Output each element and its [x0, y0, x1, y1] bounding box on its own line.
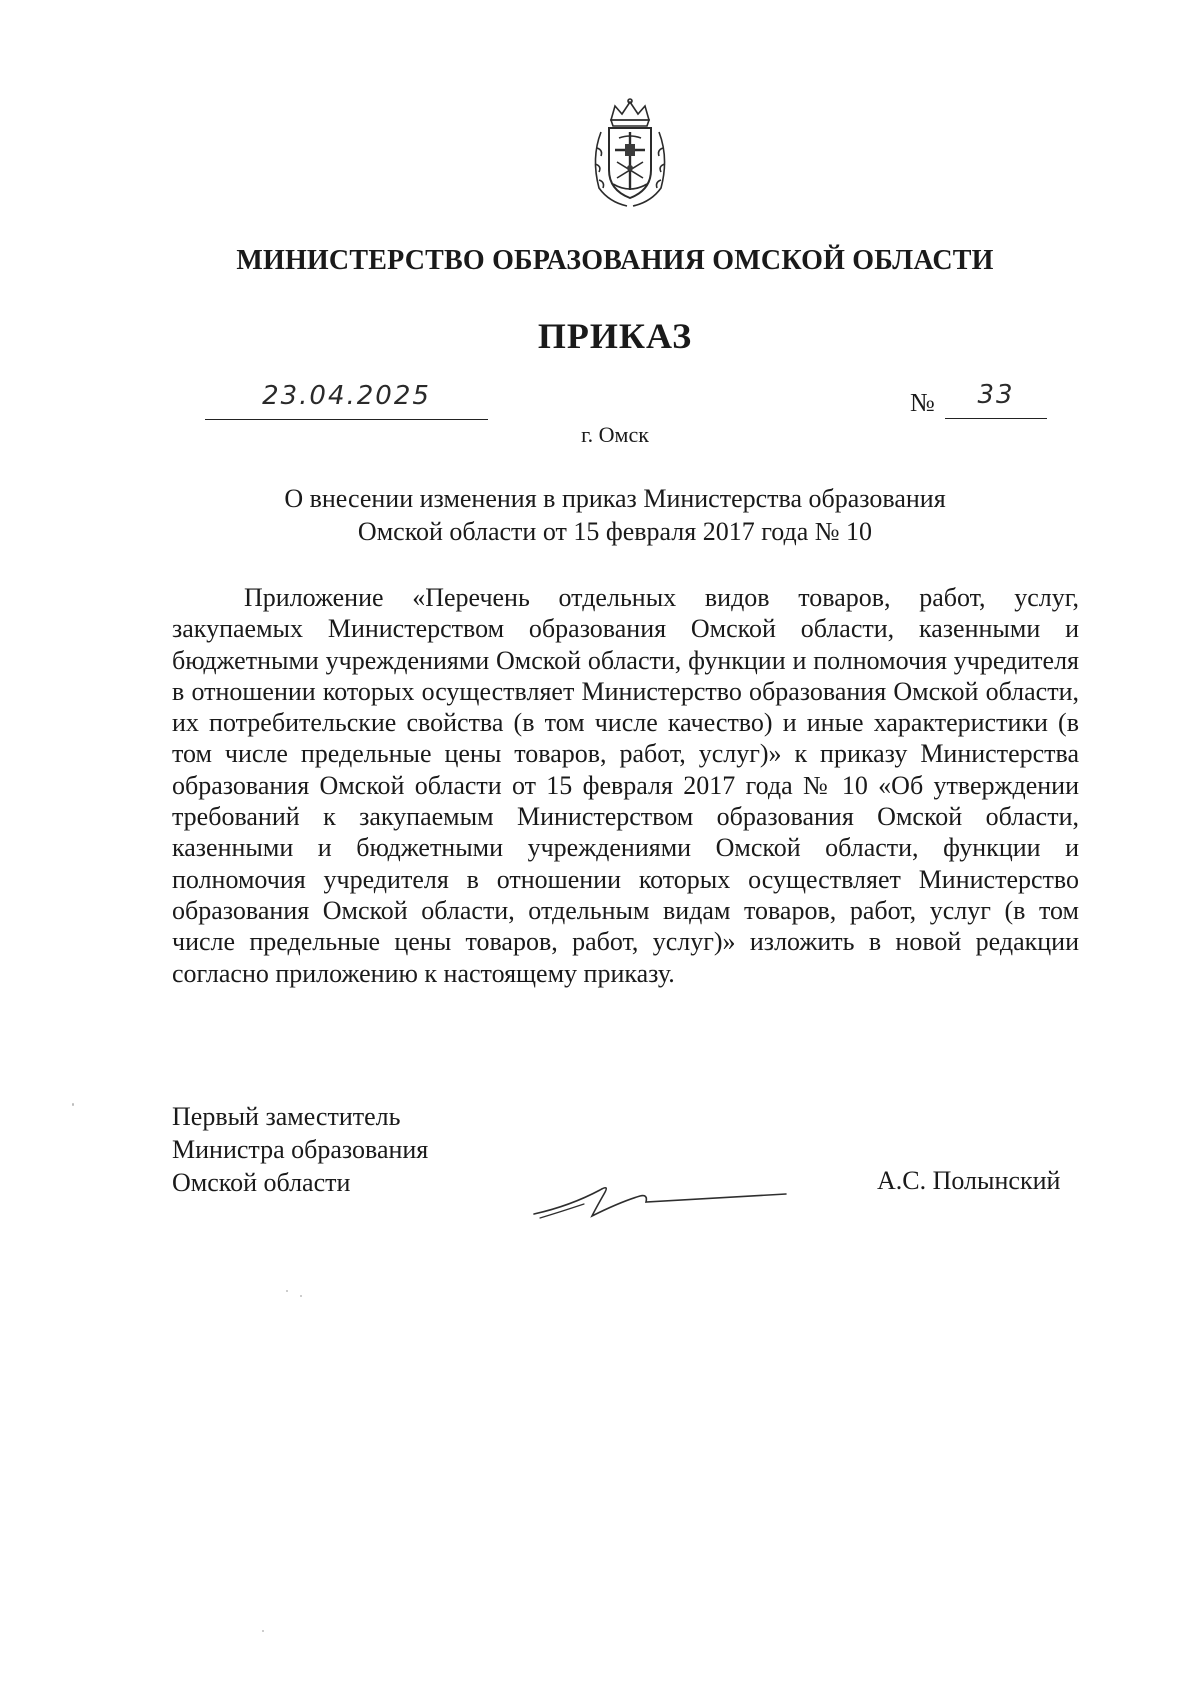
document-title	[0, 482, 1200, 548]
document-title-line: О внесении изменения в приказ Министерства образования	[284, 484, 946, 513]
signatory-title-line: Омской области	[172, 1168, 351, 1197]
number-label: №	[910, 388, 935, 417]
date-value: 23.04.2025	[262, 381, 431, 411]
document-type: ПРИКАЗ	[537, 316, 693, 356]
scan-speck	[300, 1295, 302, 1297]
coat-of-arms-icon	[587, 98, 673, 210]
body-paragraph: Приложение «Перечень отдельных видов товаров, работ, услуг, закупаемых Министерством образования Омской области, казенными и бюджетными учреждениями Омской области, функции и полномочия учредителя в отношении которых осуществляет Министерство образования Омской области, их потребительские свойства (в том числе качество) и иные характеристики (в том числе предельные цены товаров, работ, услуг)» к приказу Министерства образования Омской области от 15 февраля 2017 года № 10 «Об утверждении требований к закупаемым Министерством образования Омской области, казенными и бюджетными учреждениями Омской области, функции и полномочия учредителя в отношении которых осуществляет Министерство образования Омской области, отдельным видам товаров, работ, услуг (в том числе предельные цены товаров, работ, услуг)» изложить в новой редакции согласно приложению к настоящему приказу.	[172, 583, 1079, 988]
signatory-title-line: Министра образования	[172, 1135, 429, 1164]
city: г. Омск	[581, 422, 649, 447]
number-field	[945, 380, 1047, 419]
signatory-title-line: Первый заместитель	[172, 1102, 401, 1131]
number-value: 33	[977, 380, 1015, 410]
ministry-name: МИНИСТЕРСТВО ОБРАЗОВАНИЯ ОМСКОЙ ОБЛАСТИ	[236, 245, 994, 276]
signatory-title	[172, 1100, 428, 1199]
document-title-line: Омской области от 15 февраля 2017 года № 10	[357, 517, 873, 546]
scan-speck	[286, 1290, 288, 1292]
scan-speck	[72, 1103, 74, 1106]
date-field	[205, 381, 488, 420]
scan-speck	[262, 1630, 264, 1632]
signatory-name: А.С. Полынский	[877, 1166, 1061, 1195]
handwritten-signature	[530, 1172, 790, 1224]
